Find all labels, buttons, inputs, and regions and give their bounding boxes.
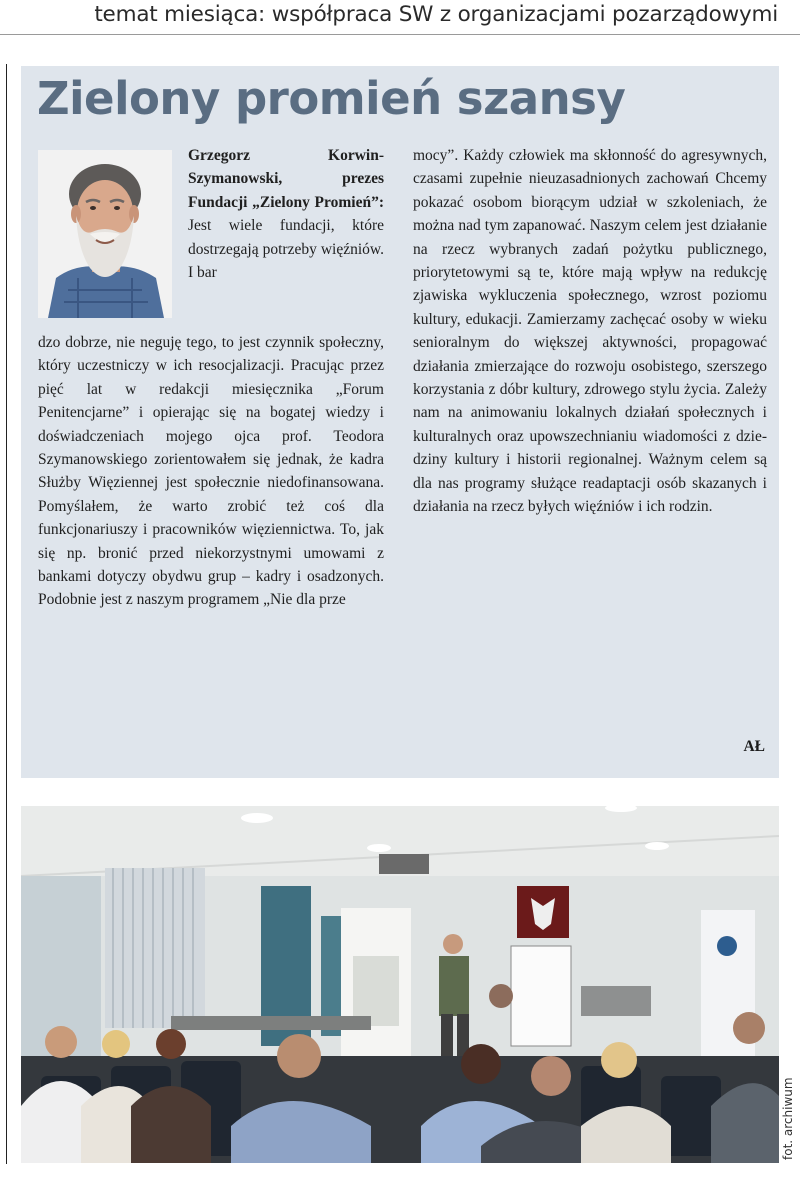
author-signature: AŁ [743,738,765,755]
author-portrait [38,150,172,318]
column-2: mocy”. Każdy człowiek ma skłonność do agresywnych, czasami zupełnie nieuzasadnionych zachowań Chcemy pokazać osobom biorącym udział w szkoleniach, że można nad tym zapanować. Naszym celem jest działanie na rzecz wybranych zadań pożytku publicznego, priorytetowymi są te, które mają wpływ na redukcję zjawiska wykluczenia społecznego, wzrost poziomu kultury, edukacji. Zamierzamy zachęcać osoby w wieku senioralnym do większej aktywności, propagować działania zmierzające do rozwoju osobistego, szerszego korzystania z dóbr kultury, zdrowego stylu życia. Zależy nam na animowaniu lokalnych działań społecznych i kulturalnych oraz upowszechnianiu wiadomości z dziedziny kultury i historii regionalnej. Ważnym celem są dla nas programy służące readaptacji osób skazanych i działania na rzecz byłych więźniów i ich rodzin. [413,147,767,516]
lead-author: Grzegorz Korwin-Szymanowski, prezes Fundacji „Zielony Promień”: [188,147,384,211]
photo-credit: fot. archiwum [781,1077,795,1160]
column-1-top-text: Jest wiele fundacji, które dostrzegają potrzeby więźniów. I bar [188,217,384,282]
section-title: temat miesiąca: współpraca SW z organizacjami pozarządowymi [94,2,778,27]
margin-rule [6,64,7,1164]
column-1-top [188,144,384,284]
page-header [0,0,800,35]
article-box [21,66,779,778]
conference-photo [21,806,779,1163]
article-title: Zielony promień szansy [37,72,626,125]
column-1-bottom: dzo dobrze, nie neguję tego, to jest czynnik społeczny, który uczestniczy w ich resocjalizacji. Pracując przez pięć lat w redakcji miesięcznika „Forum Penitencjarne” i opierając się na bogatej wiedzy i doświadczeniach mojego ojca prof. Teodora Szymanowskiego zorientowałem się jednak, że kadra Służby Więziennej jest społecznie niedofinansowana. Pomyślałem, że warto zrobić też coś dla funkcjonariuszy i pracowników więziennictwa. To, jak się np. bronić przed niekorzystnymi umowami z bankami dotyczy obydwu grup – kadry i osadzonych. Podobnie jest z naszym programem „Nie dla prze [38,334,384,609]
